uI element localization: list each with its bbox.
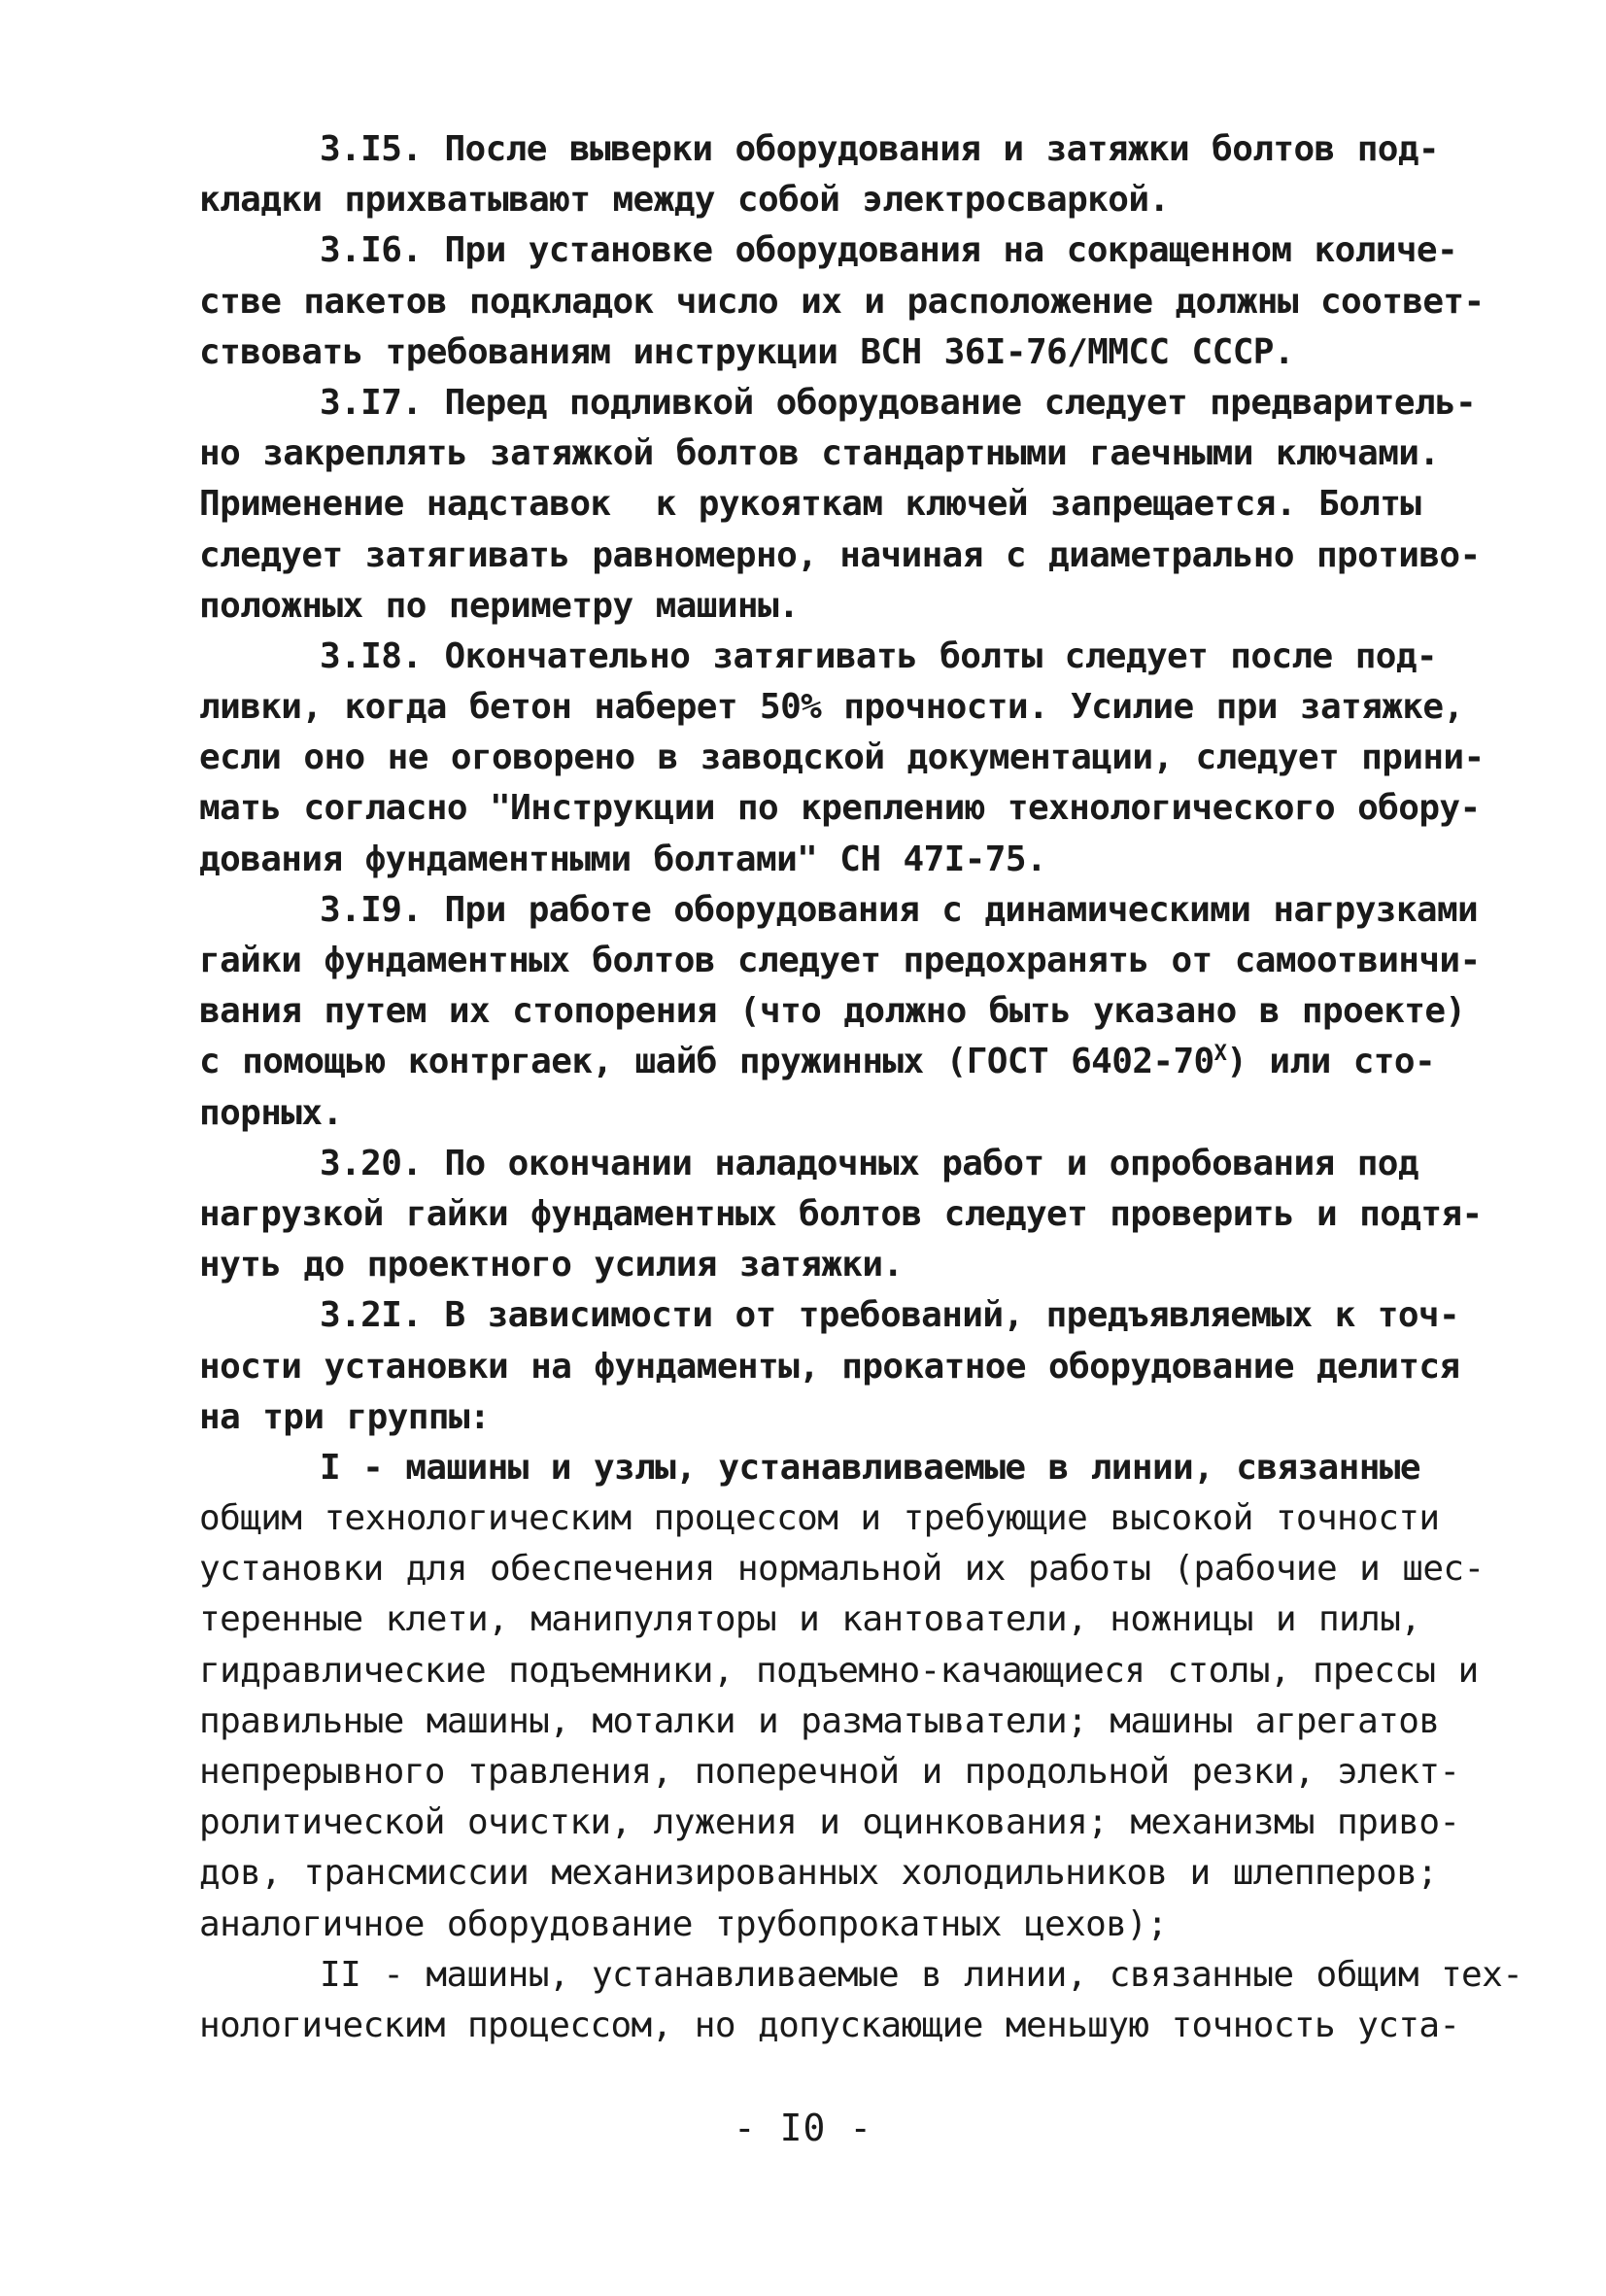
text-line — [199, 428, 1482, 479]
text-line — [199, 225, 1482, 276]
text-line — [199, 1189, 1482, 1240]
text-line — [199, 936, 1482, 986]
text-line-content: дов, трансмиссии механизированных холодильников и шлепперов; — [199, 1853, 1438, 1894]
text-line — [199, 1900, 1482, 1950]
page-number: - I0 - — [733, 2107, 873, 2149]
text-line — [199, 378, 1482, 428]
text-line-content: непрерывного травления, поперечной и продольной резки, элект- — [199, 1752, 1460, 1792]
text-line-content: на три группы: — [199, 1396, 491, 1437]
text-line — [199, 327, 1482, 378]
text-line — [199, 1646, 1482, 1696]
text-line-content: 3.20. По окончании наладочных работ и опробования под — [320, 1143, 1418, 1183]
text-line-content: ролитической очистки, лужения и оцинкования; механизмы приво- — [199, 1802, 1460, 1843]
text-line-content: нуть до проектного усилия затяжки. — [199, 1245, 904, 1285]
text-line-content: кладки прихватывают между собой электросваркой. — [199, 180, 1170, 221]
text-line-content: ливки, когда бетон наберет 50% прочности. Усилие при затяжке, — [199, 687, 1464, 728]
text-line — [199, 835, 1482, 885]
text-line — [199, 1544, 1485, 1594]
text-line-content: общим технологическим процессом и требующие высокой точности — [199, 1498, 1440, 1539]
text-line — [199, 1342, 1482, 1392]
text-line — [199, 885, 1482, 936]
text-line — [199, 1696, 1482, 1747]
body-text — [199, 124, 1523, 2051]
text-line — [199, 733, 1485, 783]
text-line — [199, 2001, 1482, 2051]
text-line-content: аналогичное оборудование трубопрокатных цехов); — [199, 1903, 1168, 1944]
text-line-content: I - машины и узлы, устанавливаемые в линии, связанные — [320, 1447, 1420, 1488]
text-line — [199, 1493, 1482, 1544]
text-line — [199, 1798, 1482, 1848]
text-line — [199, 1848, 1482, 1899]
text-line-content: гайки фундаментных болтов следует предохранять от самоотвинчи- — [199, 941, 1481, 980]
text-line-content: порных. — [199, 1092, 343, 1133]
text-line-content: 3.I6. При установке оборудования на сокращенном количе- — [320, 230, 1458, 271]
text-line — [199, 581, 1482, 632]
text-line — [199, 1139, 1482, 1189]
text-line-content: положных по периметру машины. — [199, 585, 800, 626]
text-line-content: дования фундаментными болтами" СН 47I-75. — [199, 839, 1047, 879]
text-line-content: следует затягивать равномерно, начиная с диаметрально противо- — [199, 534, 1481, 575]
superscript: Х — [1213, 1042, 1227, 1067]
text-line-content: мать согласно "Инструкции по креплению технологического обору- — [199, 788, 1481, 829]
text-line — [199, 1594, 1482, 1645]
text-line — [199, 1950, 1523, 2001]
text-line-content: но закреплять затяжкой болтов стандартными гаечными ключами. — [199, 433, 1440, 474]
text-line — [199, 277, 1485, 327]
text-line — [199, 783, 1482, 834]
text-line-content: Применение надставок к рукояткам ключей запрещается. Болты — [199, 484, 1421, 525]
text-line — [199, 531, 1482, 581]
text-line-content: гидравлические подъемники, подъемно-качающиеся столы, прессы и — [199, 1650, 1479, 1691]
text-line — [199, 1392, 1482, 1443]
text-line — [199, 1037, 1482, 1087]
text-line-content: 3.I9. При работе оборудования с динамическими нагрузками — [320, 889, 1479, 930]
text-line — [199, 986, 1482, 1037]
text-line-content: 3.I5. После выверки оборудования и затяжки болтов под- — [320, 129, 1439, 169]
text-line-content: если оно не оговорено в заводской документации, следует прини- — [199, 737, 1485, 778]
text-line — [199, 682, 1482, 733]
text-line — [199, 175, 1482, 225]
text-line-content: стве пакетов подкладок число их и расположение должны соответ- — [199, 281, 1485, 322]
text-line — [199, 124, 1482, 175]
text-line-content: нологическим процессом, но допускающие меньшую точность уста- — [199, 2005, 1460, 2045]
text-line-content: 3.I8. Окончательно затягивать болты следует после под- — [320, 635, 1437, 676]
text-line-content: II - машины, устанавливаемые в линии, связанные общим тех- — [320, 1954, 1523, 1995]
text-line-content: правильные машины, моталки и разматыватели; машины агрегатов — [199, 1700, 1440, 1741]
text-line-content: установки для обеспечения нормальной их работы (рабочие и шес- — [199, 1549, 1485, 1590]
text-line-content: ности установки на фундаменты, прокатное оборудование делится — [199, 1346, 1460, 1387]
text-line — [199, 1240, 1482, 1290]
text-line-content: теренные клети, манипуляторы и кантователи, ножницы и пилы, — [199, 1599, 1421, 1640]
text-line — [199, 632, 1482, 682]
text-line — [199, 479, 1482, 530]
text-line — [199, 1443, 1482, 1493]
text-line — [199, 1747, 1482, 1798]
text-line-content: вания путем их стопорения (что должно быть указано в проекте) — [199, 991, 1466, 1032]
text-line-continuation: ) или сто- — [1226, 1042, 1436, 1082]
text-line-content: нагрузкой гайки фундаментных болтов следует проверить и подтя- — [199, 1193, 1483, 1234]
text-line — [199, 1088, 1482, 1139]
text-line-content: 3.I7. Перед подливкой оборудование следует предваритель- — [320, 382, 1477, 423]
text-line-content: ствовать требованиям инструкции ВСН 36I-76/ММСС СССР. — [199, 331, 1294, 372]
text-line-content: с помощью контргаек, шайб пружинных (ГОСТ 6402-70 — [199, 1042, 1214, 1082]
text-line — [199, 1290, 1482, 1341]
text-line-content: 3.2I. В зависимости от требований, предъявляемых к точ- — [320, 1295, 1460, 1336]
